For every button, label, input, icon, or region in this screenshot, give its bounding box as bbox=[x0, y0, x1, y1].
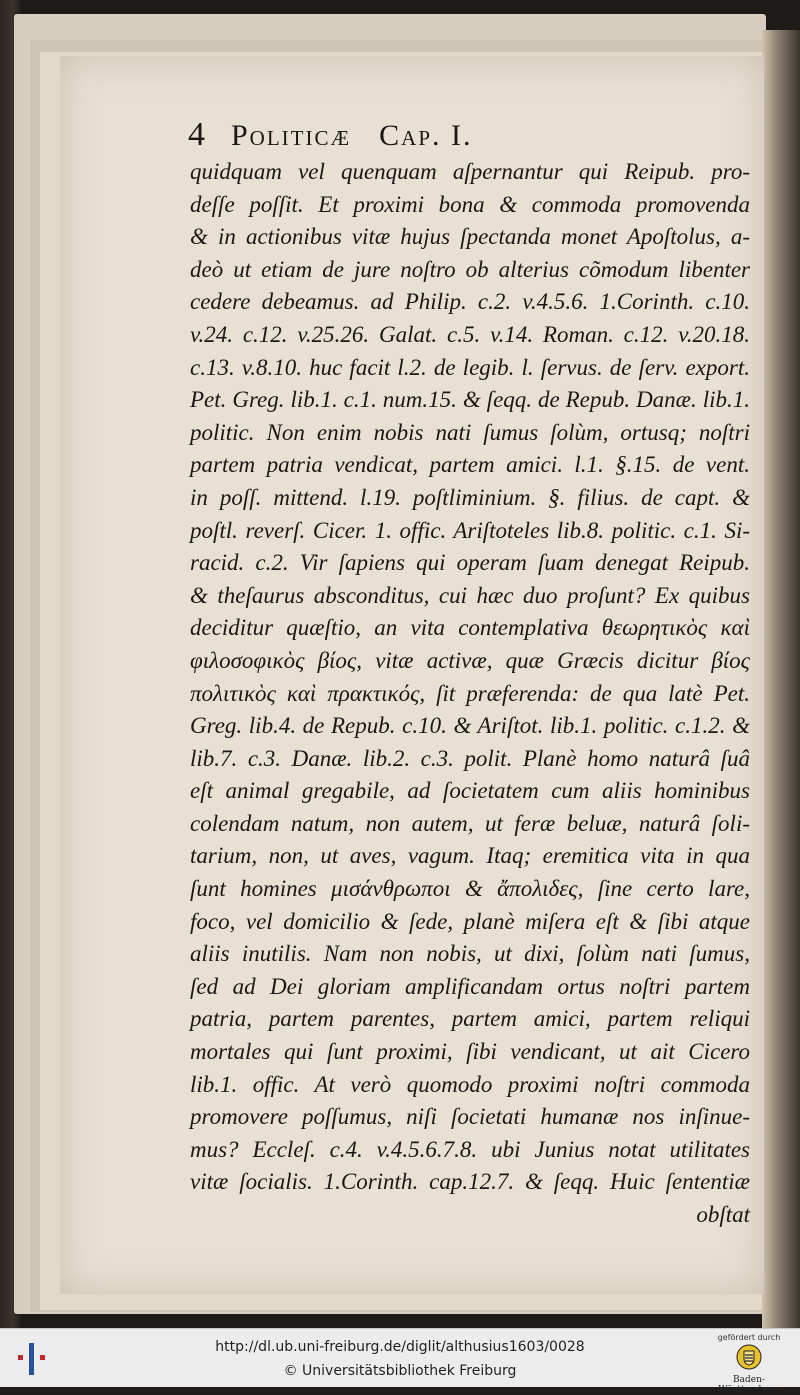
text-line: lib.1. offic. At verò quomodo proximi noſtri commoda bbox=[190, 1071, 750, 1097]
text-line: ſunt homines μισάνθρωποι & ἄπολιδες, ſine certo lare, bbox=[190, 876, 750, 902]
text-line: vitæ ſocialis. 1.Corinth. cap.12.7. & ſeqq. Huic ſententiæ bbox=[190, 1169, 750, 1195]
text-line: ſed ad Dei gloriam amplificandam ortus noſtri partem bbox=[190, 973, 750, 999]
text-line: Pet. Greg. lib.1. c.1. num.15. & ſeqq. de Repub. Danæ. lib.1. bbox=[190, 387, 750, 413]
text-line: eſt animal gregabile, ad ſocietatem cum aliis hominibus bbox=[190, 778, 750, 804]
text-line: v.24. c.12. v.25.26. Galat. c.5. v.14. Roman. c.12. v.20.18. bbox=[190, 321, 750, 347]
book-fold bbox=[762, 30, 800, 1328]
text-line: quidquam vel quenquam aſpernantur qui Reipub. pro- bbox=[190, 159, 750, 184]
text-line: lib.7. c.3. Danæ. lib.2. c.3. polit. Planè homo naturâ ſuâ bbox=[190, 745, 750, 771]
text-line: mortales qui ſunt proximi, ſibi vendicant, ut ait Cicero bbox=[190, 1039, 750, 1065]
chapter-label: Cap. I. bbox=[379, 119, 473, 152]
text-line: πολιτικὸς καὶ πρακτικός, ſit præferenda: de qua latè Pet. bbox=[190, 680, 750, 706]
copyright-notice: © Universitätsbibliothek Freiburg bbox=[283, 1363, 517, 1379]
running-header bbox=[188, 116, 748, 156]
text-line: φιλοσοφικὸς βίος, vitæ activæ, quæ Græcis dicitur βίος bbox=[190, 647, 750, 673]
text-line: partem patria vendicat, partem amici. l.1. §.15. de vent. bbox=[190, 452, 750, 478]
text-line: poſtl. reverſ. Cicer. 1. offic. Ariſtoteles lib.8. politic. c.1. Si- bbox=[190, 517, 750, 543]
funded-by-label: gefördert durch bbox=[717, 1333, 781, 1342]
text-line: tarium, non, ut aves, vagum. Itaq; eremitica vita in qua bbox=[190, 843, 750, 869]
text-line: deò ut etiam de jure noſtro ob alterius cõmodum libenter bbox=[190, 256, 750, 282]
text-line: deſſe poſſit. Et proximi bona & commoda promovenda bbox=[190, 191, 750, 217]
text-line: cedere debeamus. ad Philip. c.2. v.4.5.6. 1.Corinth. c.10. bbox=[190, 289, 750, 315]
text-line: deciditur quæſtio, an vita contemplativa θεωρητικὸς καὶ bbox=[190, 615, 750, 641]
text-line: racid. c.2. Vir ſapiens qui operam ſuam denegat Reipub. bbox=[190, 550, 750, 576]
text-line: Greg. lib.4. de Repub. c.10. & Ariſtot. lib.1. politic. c.1.2. & bbox=[190, 713, 750, 739]
page-number: 4 bbox=[188, 116, 205, 153]
text-line: foco, vel domicilio & ſede, planè miſera eſt & ſibi atque bbox=[190, 908, 750, 934]
running-title: Politicæ bbox=[231, 119, 352, 152]
text-line: in poſſ. mittend. l.19. poſtliminium. §. filius. de capt. & bbox=[190, 484, 750, 510]
text-line: aliis inutilis. Nam non nobis, ut dixi, ſolùm nati ſumus, bbox=[190, 941, 750, 967]
text-line: promovere poſſumus, niſi ſocietati humanæ nos inſinue- bbox=[190, 1104, 750, 1130]
coat-of-arms-icon bbox=[736, 1344, 762, 1370]
permalink[interactable]: http://dl.ub.uni-freiburg.de/diglit/althusius1603/0028 bbox=[215, 1339, 585, 1355]
text-line: colendam natum, non autem, ut feræ beluæ, naturâ ſoli- bbox=[190, 810, 750, 836]
viewer-footer bbox=[0, 1328, 800, 1395]
funder-name: Baden-Württemberg bbox=[718, 1375, 780, 1395]
catchword: obſtat bbox=[696, 1202, 750, 1227]
text-line: politic. Non enim nobis nati ſumus ſolùm, ortusq; noſtri bbox=[190, 419, 750, 445]
text-line: patria, partem parentes, partem amici, partem reliqui bbox=[190, 1006, 750, 1032]
body-text bbox=[190, 156, 750, 1232]
text-line: & in actionibus vitæ hujus ſpectanda monet Apoſtolus, a- bbox=[190, 224, 750, 250]
text-line: c.13. v.8.10. huc facit l.2. de legib. l. ſervus. de ſerv. export. bbox=[190, 354, 750, 380]
text-line: & theſaurus absconditus, cui hæc duo proſunt? Ex quibus bbox=[190, 582, 750, 608]
text-line: mus? Eccleſ. c.4. v.4.5.6.7.8. ubi Junius notat utilitates bbox=[190, 1136, 750, 1162]
